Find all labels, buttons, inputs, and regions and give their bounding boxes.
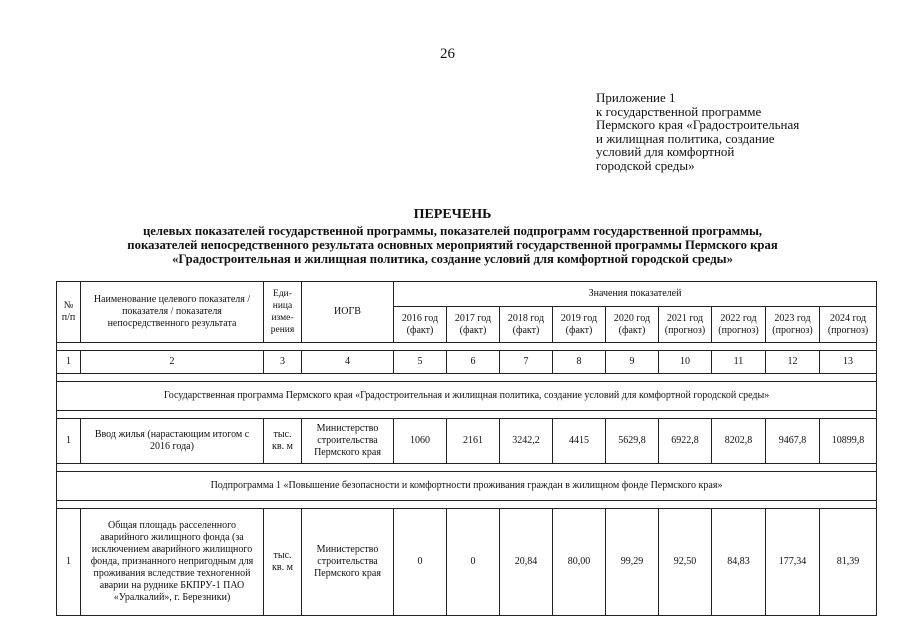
column-numbers-row (57, 351, 877, 374)
row-value: 20,84 (500, 509, 553, 616)
column-number: 11 (712, 351, 766, 374)
appendix-line: к государственной программе (596, 103, 762, 119)
subtitle-line: целевых показателей государственной программы, показателей подпрограмм государственной программы, (142, 224, 763, 238)
header-row (57, 282, 877, 307)
column-number: 2 (81, 351, 264, 374)
header-year: 2017 год (факт) (447, 307, 500, 343)
subtitle-line: показателей непосредственного результата основных мероприятий государственной программы Пермского края (127, 238, 778, 252)
column-number: 8 (553, 351, 606, 374)
header-year: 2021 год (прогноз) (659, 307, 712, 343)
document-subtitle (0, 224, 905, 266)
row-num: 1 (57, 419, 81, 464)
row-value: 0 (447, 509, 500, 616)
appendix-line: городской среды» (596, 157, 695, 173)
header-year: 2020 год (факт) (606, 307, 659, 343)
header-unit: Еди-ница изме-рения (264, 282, 302, 343)
header-year: 2016 год (факт) (394, 307, 447, 343)
row-gap (57, 374, 877, 382)
column-number: 3 (264, 351, 302, 374)
row-value: 0 (394, 509, 447, 616)
header-values: Значения показателей (394, 282, 877, 307)
row-value: 84,83 (712, 509, 766, 616)
appendix-note (596, 91, 799, 173)
row-value: 6922,8 (659, 419, 712, 464)
row-value: 4415 (553, 419, 606, 464)
table-row (57, 419, 877, 464)
row-value: 81,39 (820, 509, 877, 616)
column-number: 7 (500, 351, 553, 374)
section-subprogram-title: Подпрограмма 1 «Повышение безопасности и комфортности проживания граждан в жилищном фонде Пермского края» (57, 472, 877, 501)
row-value: 9467,8 (766, 419, 820, 464)
table-row (57, 509, 877, 616)
header-num: № п/п (57, 282, 81, 343)
header-iogv: ИОГВ (302, 282, 394, 343)
column-number: 6 (447, 351, 500, 374)
row-value: 8202,8 (712, 419, 766, 464)
column-number: 4 (302, 351, 394, 374)
row-value: 3242,2 (500, 419, 553, 464)
section-row-program (57, 382, 877, 411)
column-number: 10 (659, 351, 712, 374)
column-number: 5 (394, 351, 447, 374)
header-year: 2018 год (факт) (500, 307, 553, 343)
row-gap (57, 464, 877, 472)
appendix-line: и жилищная политика, создание (596, 130, 775, 146)
section-program-title: Государственная программа Пермского края «Градостроительная и жилищная политика, создание условий для комфортной городской среды» (57, 382, 877, 411)
document-title: ПЕРЕЧЕНЬ (413, 207, 492, 222)
row-value: 2161 (447, 419, 500, 464)
appendix-line: условий для комфортной (596, 144, 735, 160)
column-number: 13 (820, 351, 877, 374)
row-value: 80,00 (553, 509, 606, 616)
row-value: 99,29 (606, 509, 659, 616)
appendix-line: Пермского края «Градостроительная (596, 117, 800, 133)
row-indicator-name: Общая площадь расселенного аварийного жилищного фонда (за исключением аварийного жилищного фонда, признанного непригодным для проживания вследствие техногенной аварии на руднике БКПРУ-1 ПАО «Уралкалий», г. Березники) (81, 509, 264, 616)
column-number: 1 (57, 351, 81, 374)
header-name: Наименование целевого показателя / показателя / показателя непосредственного результата (81, 282, 264, 343)
row-gap (57, 343, 877, 351)
row-unit: тыс. кв. м (264, 419, 302, 464)
column-number: 9 (606, 351, 659, 374)
row-iogv: Министерство строительства Пермского края (302, 509, 394, 616)
row-value: 177,34 (766, 509, 820, 616)
row-indicator-name: Ввод жилья (нарастающим итогом с 2016 года) (81, 419, 264, 464)
row-value: 10899,8 (820, 419, 877, 464)
row-unit: тыс. кв. м (264, 509, 302, 616)
row-value: 92,50 (659, 509, 712, 616)
row-value: 1060 (394, 419, 447, 464)
page-number: 26 (440, 46, 455, 62)
row-gap (57, 501, 877, 509)
header-year: 2024 год (прогноз) (820, 307, 877, 343)
header-year: 2022 год (прогноз) (712, 307, 766, 343)
subtitle-line: «Градостроительная и жилищная политика, создание условий для комфортной городской среды» (172, 252, 733, 266)
row-value: 5629,8 (606, 419, 659, 464)
row-num: 1 (57, 509, 81, 616)
appendix-line: Приложение 1 (596, 90, 676, 105)
header-year: 2023 год (прогноз) (766, 307, 820, 343)
row-gap (57, 411, 877, 419)
section-row-subprogram (57, 472, 877, 501)
header-year: 2019 год (факт) (553, 307, 606, 343)
indicators-table (56, 281, 877, 616)
column-number: 12 (766, 351, 820, 374)
row-iogv: Министерство строительства Пермского края (302, 419, 394, 464)
